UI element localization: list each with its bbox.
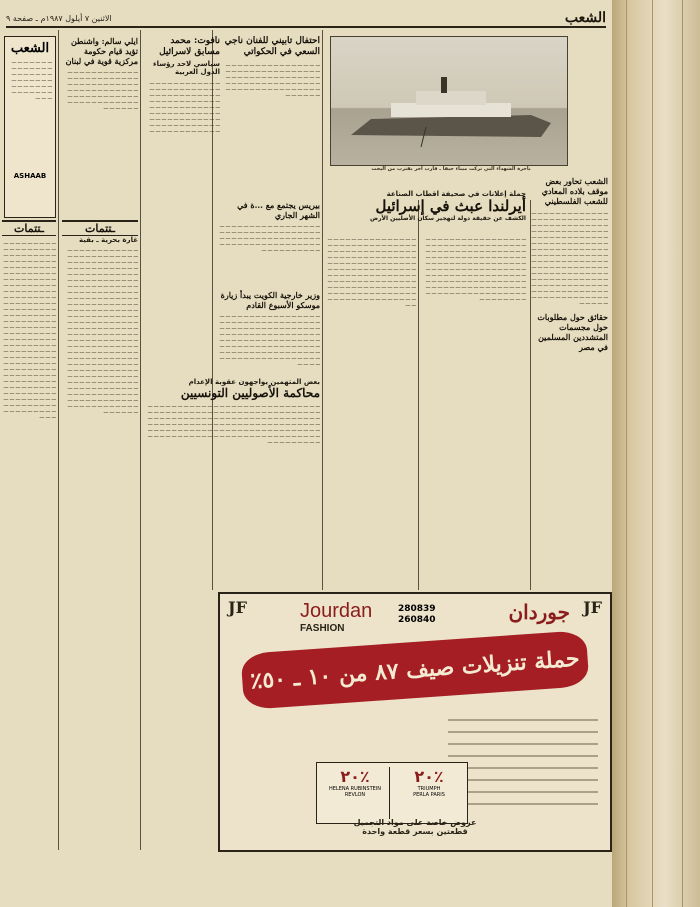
edge-line (652, 0, 653, 907)
ad-discount-2: ٪٢٠ (414, 767, 444, 786)
ad-discount-panel (316, 762, 468, 824)
left-masthead-box (4, 36, 56, 218)
left-masthead-latin: ASHAAB (13, 172, 47, 180)
article-a3-headline: أيرلندا عبث في إسرائيل (375, 197, 526, 215)
article-a6-body: ـــ ـــ ـــ ـــ ـــ ـــ ـــ ـــ ـــ ـــ ـــ ـــ ـــ ـــ ـــ ـــ ـــ ـــ ـــ ـــ ـــ ـــ ـــ ـــ ـــ ـــ ـــ ـــ ـــ ـــ ـــ ـــ ـــ ـــ ـــ ـــ ـــ ـــ ـــ ـــ ـــ ـــ ـــ ـــ ـــ ـــ ـــ ـــ ـــ ـــ ـــ ـــ ـــ ـــ ـــ ـــ ـــ ـــ ـــ ـــ ـــ ـــ ـــ ـــ ـــ ـــ ـــ ـــ ـــ ـــ ـــ ـــ ـــ ـــ ـــ ـــ ـــ ـــ ـــ ـــ ـــ ـــ ـــ ـــ ـــ ـــ ـــ ـــ ـــ ـــ ـــ ـــ ـــ ـــ ـــ ـــ ـــ ـــ ـــ ـــ ـــ ـــ ـــ ـــ ـــ ـــ ـــ ـــ ـــ ـــ ـــ ـــ ـــ ـــ ـــ ـــ ـــ ـــ ـــ ـــ ـــ ـــ ـــ ـــ ـــ ـــ ـــ ـــ ـــ ـــ ـــ ـــ ـــ ـــ ـــ ـــ ـــ ـــ ـــ ـــ (219, 313, 320, 367)
left-continuations-body: ـــ ـــ ـــ ـــ ـــ ـــ ـــ ـــ ـــ ـــ ـــ ـــ ـــ ـــ ـــ ـــ ـــ ـــ ـــ ـــ ـــ ـــ ـــ ـــ ـــ ـــ ـــ ـــ ـــ ـــ ـــ ـــ ـــ ـــ ـــ ـــ ـــ ـــ ـــ ـــ ـــ ـــ ـــ ـــ ـــ ـــ ـــ ـــ ـــ ـــ ـــ ـــ ـــ ـــ ـــ ـــ ـــ ـــ ـــ ـــ ـــ ـــ ـــ ـــ ـــ ـــ ـــ ـــ ـــ ـــ ـــ ـــ ـــ ـــ ـــ ـــ ـــ ـــ ـــ ـــ ـــ ـــ ـــ ـــ ـــ ـــ ـــ ـــ ـــ ـــ ـــ ـــ ـــ ـــ ـــ ـــ ـــ ـــ ـــ ـــ ـــ ـــ ـــ ـــ ـــ ـــ ـــ ـــ ـــ ـــ ـــ ـــ ـــ ـــ ـــ ـــ ـــ ـــ ـــ ـــ ـــ ـــ ـــ ـــ ـــ ـــ ـــ ـــ ـــ ـــ ـــ ـــ ـــ ـــ ـــ ـــ ـــ ـــ ـــ ـــ ـــ ـــ ـــ ـــ ـــ ـــ ـــ ـــ ـــ ـــ ـــ ـــ ـــ ـــ ـــ ـــ ـــ ـــ ـــ ـــ ـــ ـــ ـــ ـــ ـــ ـــ ـــ ـــ ـــ ـــ ـــ ـــ ـــ ـــ ـــ ـــ ـــ ـــ ـــ ـــ ـــ ـــ ـــ ـــ ـــ ـــ ـــ ـــ ـــ ـــ ـــ ـــ ـــ ـــ ـــ ـــ ـــ ـــ ـــ ـــ ـــ ـــ ـــ ـــ ـــ ـــ ـــ ـــ ـــ ـــ ـــ ـــ ـــ ـــ ـــ ـــ ـــ ـــ ـــ ـــ ـــ ـــ ـــ ـــ ـــ ـــ ـــ ـــ ـــ ـــ ـــ ـــ ـــ ـــ ـــ ـــ ـــ ـــ ـــ ـــ ـــ ـــ ـــ ـــ ـــ ـــ ـــ ـــ ـــ ـــ ـــ ـــ ـــ ـــ ـــ ـــ ـــ ـــ ـــ ـــ ـــ ـــ ـــ ـــ (3, 240, 56, 420)
article-a7-body: ـــ ـــ ـــ ـــ ـــ ـــ ـــ ـــ ـــ ـــ ـــ ـــ ـــ ـــ ـــ ـــ ـــ ـــ ـــ ـــ ـــ ـــ ـــ ـــ ـــ ـــ ـــ ـــ ـــ ـــ ـــ ـــ ـــ ـــ ـــ ـــ ـــ ـــ ـــ ـــ ـــ ـــ ـــ ـــ ـــ ـــ ـــ ـــ ـــ ـــ ـــ ـــ ـــ ـــ ـــ ـــ ـــ ـــ ـــ ـــ ـــ ـــ ـــ ـــ ـــ ـــ ـــ ـــ ـــ ـــ ـــ ـــ ـــ ـــ ـــ ـــ ـــ ـــ ـــ ـــ ـــ ـــ ـــ ـــ ـــ ـــ ـــ ـــ ـــ ـــ ـــ ـــ ـــ ـــ ـــ ـــ ـــ ـــ ـــ ـــ ـــ ـــ ـــ ـــ ـــ ـــ ـــ ـــ ـــ ـــ ـــ ـــ ـــ ـــ ـــ ـــ ـــ ـــ ـــ ـــ ـــ ـــ ـــ ـــ ـــ ـــ ـــ ـــ ـــ ـــ ـــ ـــ ـــ ـــ ـــ ـــ ـــ ـــ ـــ ـــ ـــ ـــ ـــ ـــ ـــ ـــ ـــ ـــ ـــ ـــ ـــ ـــ ـــ ـــ ـــ ـــ ـــ ـــ ـــ ـــ ـــ ـــ ـــ ـــ ـــ ـــ ـــ ـــ ـــ ـــ ـــ ـــ ـــ ـــ ـــ ـــ ـــ ـــ ـــ ـــ ـــ ـــ ـــ (148, 403, 320, 445)
ad-brand-latin: Jourdan (300, 600, 373, 622)
yacht-photo (330, 36, 568, 166)
column-rule (58, 30, 59, 850)
page-edge (612, 0, 700, 907)
article-a7-kicker: بعض المتهمين يواجهون عقوبة الإعدام (188, 378, 320, 386)
ad-footer-1: عروض خاصة على مواد التجميل (353, 818, 477, 827)
masthead-name: الشعب (564, 10, 606, 26)
column-rule (418, 200, 419, 590)
ad-brand-box1b: REVLON (344, 792, 366, 798)
continuations-title-right: ـتتمات (62, 220, 138, 236)
photo-caption: باخرة الشهداء التي تركت ميناء حيفا ـ قارب آخر يقترب من اليخت (371, 166, 531, 172)
date-line: الاثنين ٧ أيلول ١٩٨٧م ـ صفحة ٩ (6, 13, 112, 23)
article-a4-body: ـــ ـــ ـــ ـــ ـــ ـــ ـــ ـــ ـــ ـــ ـــ ـــ ـــ ـــ ـــ ـــ ـــ ـــ ـــ ـــ ـــ ـــ ـــ ـــ ـــ ـــ ـــ ـــ ـــ ـــ ـــ ـــ ـــ ـــ ـــ ـــ ـــ ـــ ـــ ـــ ـــ ـــ ـــ ـــ ـــ ـــ ـــ ـــ ـــ ـــ ـــ ـــ ـــ ـــ ـــ ـــ ـــ ـــ ـــ ـــ ـــ ـــ ـــ ـــ ـــ ـــ ـــ ـــ ـــ ـــ ـــ ـــ ـــ ـــ ـــ ـــ ـــ ـــ ـــ ـــ ـــ ـــ ـــ ـــ ـــ ـــ ـــ ـــ ـــ ـــ ـــ ـــ ـــ ـــ ـــ ـــ ـــ ـــ ـــ ـــ ـــ ـــ ـــ ـــ ـــ ـــ ـــ ـــ (149, 80, 220, 134)
ad-phone-1: 280839 (398, 604, 436, 614)
edge-line (682, 0, 683, 907)
ad-logo-mark-left: JF (228, 598, 247, 617)
continuations-title-left: ـتتمات (2, 220, 56, 236)
column-rule (322, 30, 323, 590)
ad-discount-1: ٪٢٠ (340, 767, 370, 786)
ad-phones (398, 604, 436, 626)
article-a4 (144, 36, 220, 236)
article-a2-headline: الشعب تحاور بعض موقف بلاده المعادي للشعب الفلسطيني (541, 176, 608, 206)
article-a5-headline: بيريس يجتمع مع ...ة في الشهر الجاري (237, 200, 320, 220)
ad-price-list-lines (448, 712, 598, 808)
article-a8 (62, 236, 138, 846)
ad-discount-box-1 (321, 767, 390, 819)
ad-footer-2: قطعتين بسعر قطعة واحدة (362, 827, 468, 836)
ad-brand-latin-block (300, 600, 372, 634)
article-a3-body-1: ـــ ـــ ـــ ـــ ـــ ـــ ـــ ـــ ـــ ـــ ـــ ـــ ـــ ـــ ـــ ـــ ـــ ـــ ـــ ـــ ـــ ـــ ـــ ـــ ـــ ـــ ـــ ـــ ـــ ـــ ـــ ـــ ـــ ـــ ـــ ـــ ـــ ـــ ـــ ـــ ـــ ـــ ـــ ـــ ـــ ـــ ـــ ـــ ـــ ـــ ـــ ـــ ـــ ـــ ـــ ـــ ـــ ـــ ـــ ـــ ـــ ـــ ـــ ـــ ـــ ـــ ـــ ـــ ـــ ـــ ـــ ـــ ـــ ـــ ـــ ـــ ـــ ـــ ـــ ـــ ـــ ـــ ـــ ـــ ـــ ـــ ـــ ـــ ـــ ـــ ـــ ـــ ـــ ـــ ـــ ـــ ـــ ـــ ـــ ـــ ـــ ـــ ـــ ـــ ـــ ـــ ـــ ـــ ـــ ـــ ـــ ـــ ـــ ـــ ـــ ـــ ـــ ـــ ـــ ـــ ـــ ـــ ـــ ـــ ـــ ـــ ـــ ـــ ـــ ـــ ـــ ـــ ـــ ـــ ـــ ـــ ـــ ـــ ـــ ـــ ـــ ـــ ـــ ـــ ـــ ـــ ـــ ـــ ـــ ـــ ـــ ـــ ـــ ـــ ـــ ـــ ـــ ـــ ـــ ـــ ـــ ـــ ـــ ـــ ـــ ـــ ـــ (327, 236, 416, 308)
article-a4-sub: سياسي لاحد رؤساء الدول العربية (153, 60, 220, 76)
article-a3-header (326, 190, 526, 230)
article-a7-headline: محاكمة الأصوليين التونسيين (180, 386, 320, 400)
article-a10-headline: ايلي سالم: واشنطن تؤيد قيام حكومة مركزية قوية في لبنان (65, 36, 138, 66)
article-a8-body: ـــ ـــ ـــ ـــ ـــ ـــ ـــ ـــ ـــ ـــ ـــ ـــ ـــ ـــ ـــ ـــ ـــ ـــ ـــ ـــ ـــ ـــ ـــ ـــ ـــ ـــ ـــ ـــ ـــ ـــ ـــ ـــ ـــ ـــ ـــ ـــ ـــ ـــ ـــ ـــ ـــ ـــ ـــ ـــ ـــ ـــ ـــ ـــ ـــ ـــ ـــ ـــ ـــ ـــ ـــ ـــ ـــ ـــ ـــ ـــ ـــ ـــ ـــ ـــ ـــ ـــ ـــ ـــ ـــ ـــ ـــ ـــ ـــ ـــ ـــ ـــ ـــ ـــ ـــ ـــ ـــ ـــ ـــ ـــ ـــ ـــ ـــ ـــ ـــ ـــ ـــ ـــ ـــ ـــ ـــ ـــ ـــ ـــ ـــ ـــ ـــ ـــ ـــ ـــ ـــ ـــ ـــ ـــ ـــ ـــ ـــ ـــ ـــ ـــ ـــ ـــ ـــ ـــ ـــ ـــ ـــ ـــ ـــ ـــ ـــ ـــ ـــ ـــ ـــ ـــ ـــ ـــ ـــ ـــ ـــ ـــ ـــ ـــ ـــ ـــ ـــ ـــ ـــ ـــ ـــ ـــ ـــ ـــ ـــ ـــ ـــ ـــ ـــ ـــ ـــ ـــ ـــ ـــ ـــ ـــ ـــ ـــ ـــ ـــ ـــ ـــ ـــ ـــ ـــ ـــ ـــ ـــ ـــ ـــ ـــ ـــ ـــ ـــ ـــ ـــ ـــ ـــ ـــ ـــ ـــ ـــ ـــ ـــ ـــ ـــ ـــ ـــ ـــ ـــ ـــ ـــ ـــ ـــ ـــ ـــ ـــ ـــ ـــ ـــ ـــ ـــ ـــ ـــ ـــ ـــ ـــ ـــ ـــ ـــ ـــ ـــ ـــ ـــ ـــ ـــ ـــ ـــ ـــ ـــ ـــ ـــ ـــ ـــ ـــ ـــ ـــ ـــ ـــ ـــ ـــ ـــ ـــ ـــ ـــ ـــ ـــ ـــ ـــ ـــ ـــ ـــ ـــ ـــ ـــ ـــ ـــ ـــ ـــ ـــ ـــ ـــ ـــ ـــ ـــ ـــ ـــ ـــ ـــ ـــ ـــ ـــ ـــ ـــ ـــ ـــ ـــ ـــ ـــ ـــ ـــ ـــ ـــ ـــ ـــ ـــ ـــ ـــ ـــ ـــ ـــ ـــ ـــ ـــ ـــ ـــ ـــ ـــ ـــ ـــ ـــ ـــ ـــ ـــ ـــ ـــ ـــ ـــ ـــ ـــ ـــ ـــ ـــ ـــ ـــ ـــ ـــ ـــ ـــ ـــ ـــ ـــ ـــ ـــ ـــ ـــ ـــ ـــ ـــ ـــ ـــ ـــ ـــ ـــ ـــ ـــ (67, 247, 138, 415)
article-a6-headline: وزير خارجية الكويت يبدأ زيارة موسكو الأسبوع القادم (220, 290, 320, 310)
page-header (6, 10, 606, 28)
article-a7 (144, 378, 320, 588)
ad-brand-latin2: FASHION (300, 623, 345, 634)
article-a4-headline: نافوت: محمد مسابق لاسرائيل (159, 36, 220, 57)
ad-phone-2: 260840 (398, 615, 436, 625)
ad-banner-text: حملة تنزيلات صيف ٨٧ من ١٠ ـ ٥٠٪ (249, 645, 581, 695)
article-a5-body: ـــ ـــ ـــ ـــ ـــ ـــ ـــ ـــ ـــ ـــ ـــ ـــ ـــ ـــ ـــ ـــ ـــ ـــ ـــ ـــ ـــ ـــ ـــ ـــ ـــ ـــ ـــ ـــ ـــ ـــ ـــ ـــ ـــ ـــ ـــ ـــ ـــ ـــ ـــ ـــ ـــ ـــ ـــ ـــ ـــ ـــ ـــ ـــ ـــ ـــ ـــ ـــ ـــ ـــ ـــ ـــ ـــ ـــ ـــ ـــ ـــ ـــ ـــ ـــ ـــ ـــ ـــ ـــ ـــ ـــ ـــ ـــ ـــ ـــ ـــ ـــ ـــ ـــ (219, 223, 320, 253)
article-a2 (530, 176, 608, 586)
ad-price-list (448, 712, 598, 808)
ad-footer (220, 818, 610, 836)
article-a3-body-2: ـــ ـــ ـــ ـــ ـــ ـــ ـــ ـــ ـــ ـــ ـــ ـــ ـــ ـــ ـــ ـــ ـــ ـــ ـــ ـــ ـــ ـــ ـــ ـــ ـــ ـــ ـــ ـــ ـــ ـــ ـــ ـــ ـــ ـــ ـــ ـــ ـــ ـــ ـــ ـــ ـــ ـــ ـــ ـــ ـــ ـــ ـــ ـــ ـــ ـــ ـــ ـــ ـــ ـــ ـــ ـــ ـــ ـــ ـــ ـــ ـــ ـــ ـــ ـــ ـــ ـــ ـــ ـــ ـــ ـــ ـــ ـــ ـــ ـــ ـــ ـــ ـــ ـــ ـــ ـــ ـــ ـــ ـــ ـــ ـــ ـــ ـــ ـــ ـــ ـــ ـــ ـــ ـــ ـــ ـــ ـــ ـــ ـــ ـــ ـــ ـــ ـــ ـــ ـــ ـــ ـــ ـــ ـــ ـــ ـــ ـــ ـــ ـــ ـــ ـــ ـــ ـــ ـــ ـــ ـــ ـــ ـــ ـــ ـــ ـــ ـــ ـــ ـــ ـــ ـــ ـــ ـــ ـــ ـــ ـــ ـــ ـــ ـــ ـــ ـــ ـــ ـــ ـــ ـــ ـــ ـــ ـــ ـــ ـــ ـــ ـــ ـــ ـــ ـــ ـــ ـــ ـــ ـــ ـــ ـــ ـــ ـــ ـــ ـــ ـــ ـــ ـــ ـــ ـــ ـــ ـــ ـــ ـــ ـــ ـــ ـــ ـــ ـــ (425, 236, 526, 302)
article-a3-kicker: حملة إعلانات في صحيفة اقطاب الصناعة (386, 190, 526, 198)
ad-logo-mark-right: JF (583, 598, 602, 617)
article-a1 (222, 36, 320, 196)
left-masthead-name: الشعب (10, 41, 50, 56)
ad-banner (240, 630, 589, 710)
ad-brand-box2: TRIUMPH (417, 786, 441, 792)
ad-brand-box1: HELENA RUBINSTEIN (329, 786, 381, 792)
article-a8-sub: غارة بحرية ـ بقية (79, 236, 138, 244)
article-a10 (62, 36, 138, 216)
column-rule (140, 30, 141, 850)
article-a9-headline: حقائق حول مطلوبات حول مجسمات المتشددين المسلمين في مصر (537, 312, 608, 352)
left-masthead-text: ـــ ـــ ـــ ـــ ـــ ـــ ـــ ـــ ـــ ـــ ـــ ـــ ـــ ـــ ـــ ـــ ـــ ـــ ـــ ـــ ـــ ـــ ـــ ـــ ـــ ـــ ـــ ـــ ـــ ـــ ـــ ـــ ـــ ـــ ـــ ـــ ـــ ـــ ـــ ـــ ـــ ـــ ـــ ـــ ـــ (11, 59, 52, 101)
article-a3-sub: الكشف عن حقيقة دولة لتهجير سكان الأصليين الأرض (370, 215, 526, 222)
article-a10-body: ـــ ـــ ـــ ـــ ـــ ـــ ـــ ـــ ـــ ـــ ـــ ـــ ـــ ـــ ـــ ـــ ـــ ـــ ـــ ـــ ـــ ـــ ـــ ـــ ـــ ـــ ـــ ـــ ـــ ـــ ـــ ـــ ـــ ـــ ـــ ـــ ـــ ـــ ـــ ـــ ـــ ـــ ـــ ـــ ـــ ـــ ـــ ـــ ـــ ـــ ـــ ـــ ـــ ـــ ـــ ـــ ـــ ـــ ـــ ـــ ـــ ـــ ـــ ـــ ـــ ـــ ـــ ـــ ـــ ـــ ـــ ـــ ـــ ـــ ـــ ـــ ـــ ـــ (67, 69, 138, 111)
ad-brand-box2b: PERLA PARIS (413, 792, 445, 798)
edge-line (626, 0, 627, 907)
article-a2-body: ـــ ـــ ـــ ـــ ـــ ـــ ـــ ـــ ـــ ـــ ـــ ـــ ـــ ـــ ـــ ـــ ـــ ـــ ـــ ـــ ـــ ـــ ـــ ـــ ـــ ـــ ـــ ـــ ـــ ـــ ـــ ـــ ـــ ـــ ـــ ـــ ـــ ـــ ـــ ـــ ـــ ـــ ـــ ـــ ـــ ـــ ـــ ـــ ـــ ـــ ـــ ـــ ـــ ـــ ـــ ـــ ـــ ـــ ـــ ـــ ـــ ـــ ـــ ـــ ـــ ـــ ـــ ـــ ـــ ـــ ـــ ـــ ـــ ـــ ـــ ـــ ـــ ـــ ـــ ـــ ـــ ـــ ـــ ـــ ـــ ـــ ـــ ـــ ـــ ـــ ـــ ـــ ـــ ـــ ـــ ـــ ـــ ـــ ـــ ـــ ـــ ـــ ـــ ـــ ـــ ـــ ـــ ـــ ـــ ـــ ـــ ـــ ـــ ـــ ـــ ـــ ـــ ـــ ـــ ـــ ـــ ـــ ـــ ـــ ـــ ـــ ـــ ـــ ـــ ـــ ـــ ـــ ـــ ـــ ـــ ـــ ـــ ـــ ـــ ـــ ـــ ـــ ـــ ـــ ـــ ـــ ـــ ـــ ـــ ـــ ـــ ـــ ـــ ـــ ـــ ـــ ـــ ـــ ـــ ـــ ـــ ـــ ـــ ـــ ـــ ـــ ـــ ـــ ـــ ـــ ـــ ـــ ـــ ـــ ـــ ـــ ـــ ـــ ـــ ـــ ـــ ـــ ـــ ـــ ـــ ـــ ـــ ـــ ـــ ـــ ـــ ـــ ـــ ـــ ـــ ـــ ـــ ـــ ـــ ـــ (531, 210, 608, 306)
ad-brand-arabic: جوردان (508, 600, 570, 624)
jourdan-advertisement (218, 592, 612, 852)
article-a1-headline: احتفال تأبيني للفنان ناجي السعي في الحكواتي (224, 36, 320, 57)
yacht-illustration (331, 37, 567, 165)
article-a1-body: ـــ ـــ ـــ ـــ ـــ ـــ ـــ ـــ ـــ ـــ ـــ ـــ ـــ ـــ ـــ ـــ ـــ ـــ ـــ ـــ ـــ ـــ ـــ ـــ ـــ ـــ ـــ ـــ ـــ ـــ ـــ ـــ ـــ ـــ ـــ ـــ ـــ ـــ ـــ ـــ ـــ ـــ ـــ ـــ ـــ ـــ ـــ ـــ ـــ ـــ ـــ ـــ ـــ ـــ ـــ ـــ ـــ ـــ ـــ ـــ ـــ ـــ ـــ ـــ ـــ ـــ ـــ ـــ ـــ ـــ ـــ ـــ ـــ ـــ ـــ ـــ ـــ ـــ ـــ ـــ ـــ ـــ ـــ ـــ ـــ ـــ (225, 62, 320, 98)
ad-discount-box-2 (395, 767, 463, 819)
